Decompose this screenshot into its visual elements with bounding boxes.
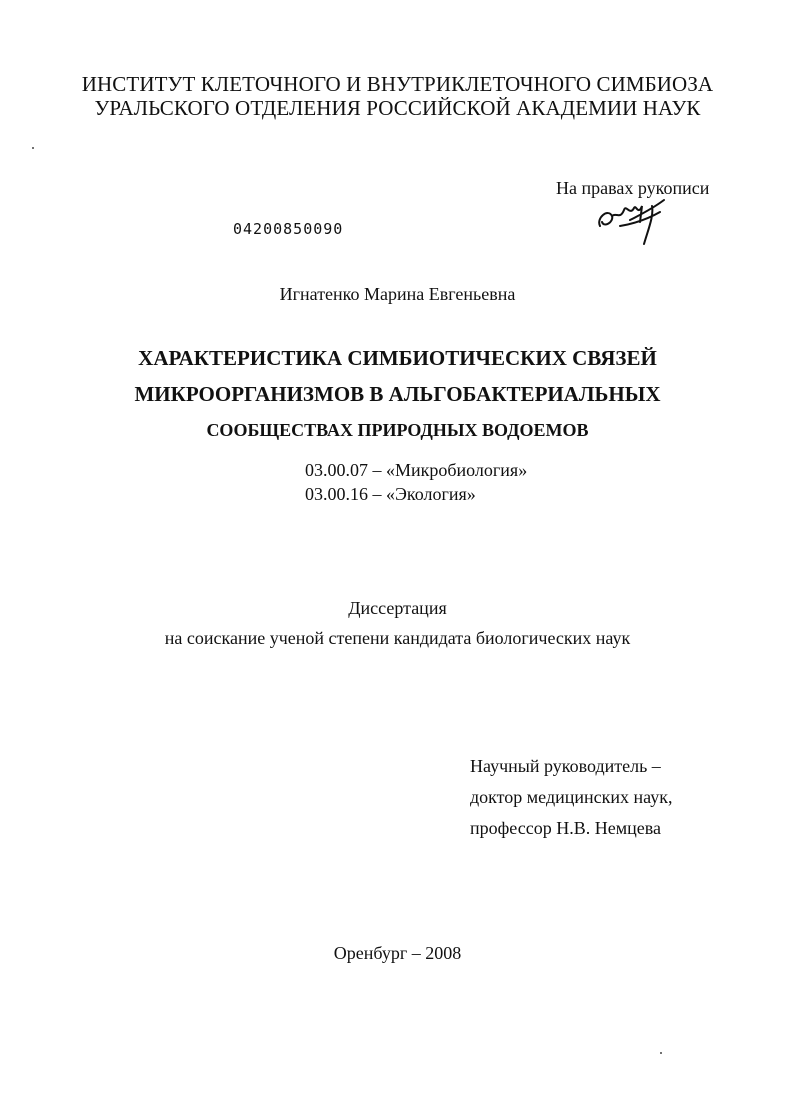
copyright-note: На правах рукописи [556,178,710,198]
scan-speck [32,147,34,149]
supervisor-role: Научный руководитель – [470,756,661,776]
city-year: Оренбург – 2008 [333,943,462,963]
specialty-code-1: 03.00.07 – «Микробиология» [305,460,528,480]
institution-line-2: УРАЛЬСКОГО ОТДЕЛЕНИЯ РОССИЙСКОЙ АКАДЕМИИ НАУК [94,96,701,120]
scan-speck [660,1052,662,1054]
supervisor-name: профессор Н.В. Немцева [470,818,661,838]
title-line-1: ХАРАКТЕРИСТИКА СИМБИОТИЧЕСКИХ СВЯЗЕЙ [138,346,657,370]
institution-line-1: ИНСТИТУТ КЛЕТОЧНОГО И ВНУТРИКЛЕТОЧНОГО СИМБИОЗА [81,72,714,96]
title-line-3: СООБЩЕСТВАХ ПРИРОДНЫХ ВОДОЕМОВ [206,420,589,440]
supervisor-degree: доктор медицинских наук, [470,787,673,807]
signature-icon [590,186,680,248]
title-line-2: МИКРООРГАНИЗМОВ В АЛЬГОБАКТЕРИАЛЬНЫХ [134,382,661,406]
degree-purpose: на соискание ученой степени кандидата биологических наук [164,628,631,648]
specialty-code-2: 03.00.16 – «Экология» [305,484,476,504]
author-name: Игнатенко Марина Евгеньевна [279,284,516,304]
archive-number: 04200850090 [233,220,344,238]
degree-label: Диссертация [348,598,447,618]
